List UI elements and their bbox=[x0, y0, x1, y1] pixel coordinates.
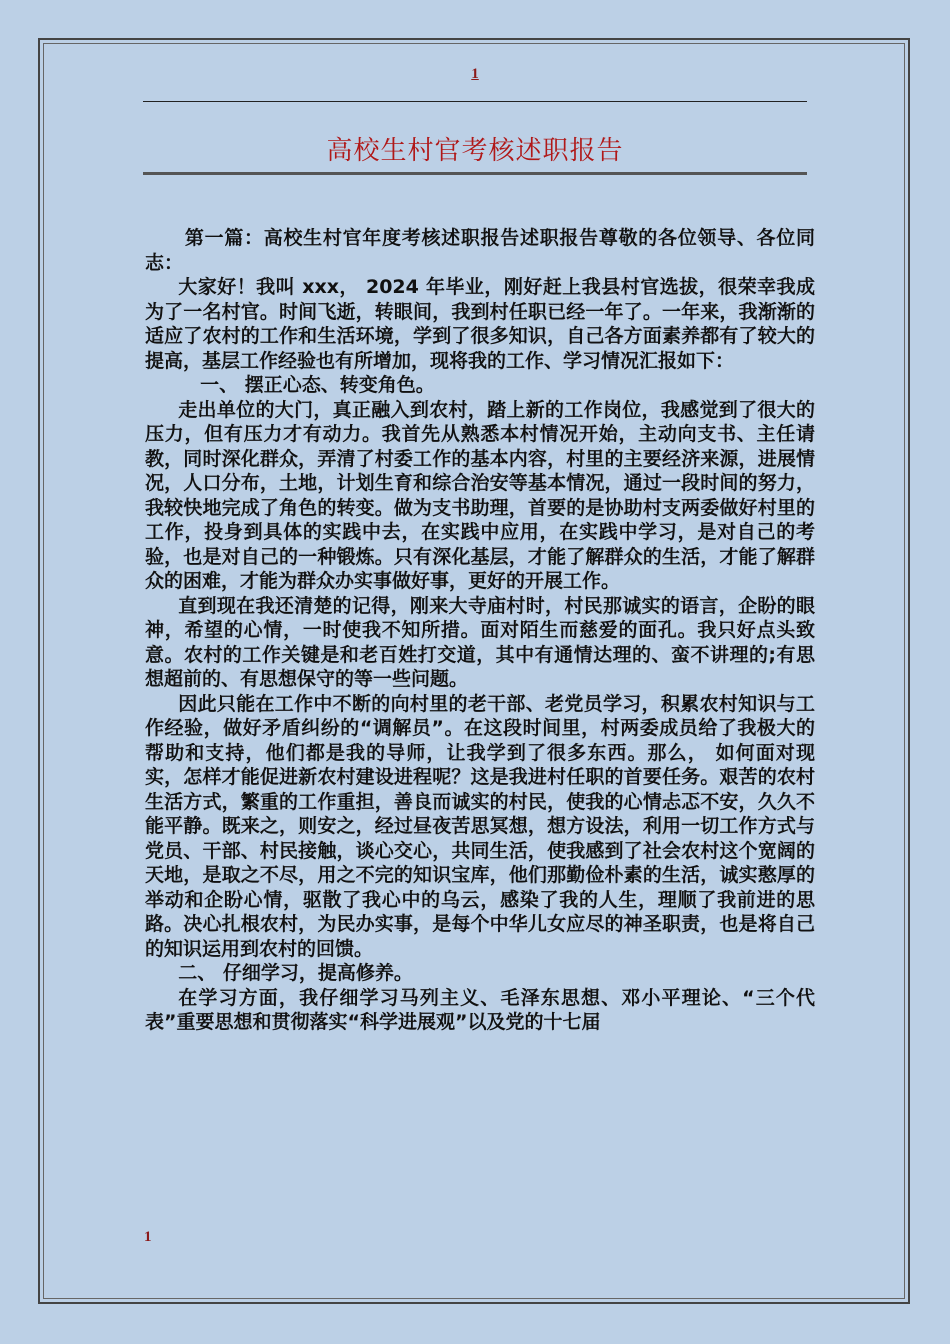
paragraph: 在学习方面，我仔细学习马列主义、毛泽东思想、邓小平理论、“三个代表”重要思想和贯彻落实“科学进展观”以及党的十七届 bbox=[145, 986, 815, 1033]
section-heading-2: 二、 仔细学习，提高修养。 bbox=[178, 962, 413, 984]
title-divider bbox=[143, 172, 807, 175]
footer-page-number: 1 bbox=[144, 1229, 152, 1245]
document-body bbox=[145, 226, 815, 1035]
paragraph: 大家好！我叫 xxx， 2024 年毕业，刚好赶上我县村官选拔，很荣幸我成为了一名村官。时间飞逝，转眼间，我到村任职已经一年了。一年来，我渐渐的适应了农村的工作和生活环境，学到了很多知识，自己各方面素养都有了较大的提高，基层工作经验也有所增加，现将我的工作、学习情况汇报如下： bbox=[145, 276, 815, 372]
paragraph: 因此只能在工作中不断的向村里的老干部、老党员学习，积累农村知识与工作经验，做好矛盾纠纷的“调解员”。在这段时间里，村两委成员给了我极大的帮助和支持，他们都是我的导师，让我学到了很多东西。那么， 如何面对现实，怎样才能促进新农村建设进程呢？这是我进村任职的首要任务。艰苦的农村生活方式，繁重的工作重担，善良而诚实的村民，使我的心情忐忑不安，久久不能平静。既来之，则安之，经过昼夜苦思冥想，想方设法，利用一切工作方式与党员、干部、村民接触，谈心交心，共同生活，使我感到了社会农村这个宽阔的天地，是取之不尽，用之不完的知识宝库，他们那勤俭朴素的生活，诚实憨厚的举动和企盼心情，驱散了我心中的乌云，感染了我的人生，理顺了我前进的思路。决心扎根农村，为民办实事，是每个中华儿女应尽的神圣职责，也是将自己的知识运用到农村的回馈。 bbox=[145, 692, 815, 960]
paragraph: 直到现在我还清楚的记得，刚来大寺庙村时，村民那诚实的语言，企盼的眼神，希望的心情，一时使我不知所措。面对陌生而慈爱的面孔。我只好点头致意。农村的工作关键是和老百姓打交道，其中有通情达理的、蛮不讲理的;有思想超前的、有思想保守的等一些问题。 bbox=[145, 594, 815, 690]
header-page-number: 1 bbox=[471, 66, 479, 82]
document-title: 高校生村官考核述职报告 bbox=[326, 136, 624, 166]
section-heading-1: 一、 摆正心态、转变角色。 bbox=[200, 374, 435, 396]
paragraph-intro: 第一篇：高校生村官年度考核述职报告述职报告尊敬的各位领导、各位同志： bbox=[145, 227, 815, 274]
header-divider bbox=[143, 101, 807, 102]
paragraph: 走出单位的大门，真正融入到农村，踏上新的工作岗位，我感觉到了很大的压力，但有压力才有动力。我首先从熟悉本村情况开始，主动向支书、主任请教，同时深化群众，弄清了村委工作的基本内容，村里的主要经济来源，进展情况，人口分布，土地，计划生育和综合治安等基本情况，通过一段时间的努力，我较快地完成了角色的转变。做为支书助理，首要的是协助村支两委做好村里的工作，投身到具体的实践中去，在实践中应用，在实践中学习，是对自己的考验，也是对自己的一种锻炼。只有深化基层，才能了解群众的生活，才能了解群众的困难，才能为群众办实事做好事，更好的开展工作。 bbox=[145, 398, 815, 592]
